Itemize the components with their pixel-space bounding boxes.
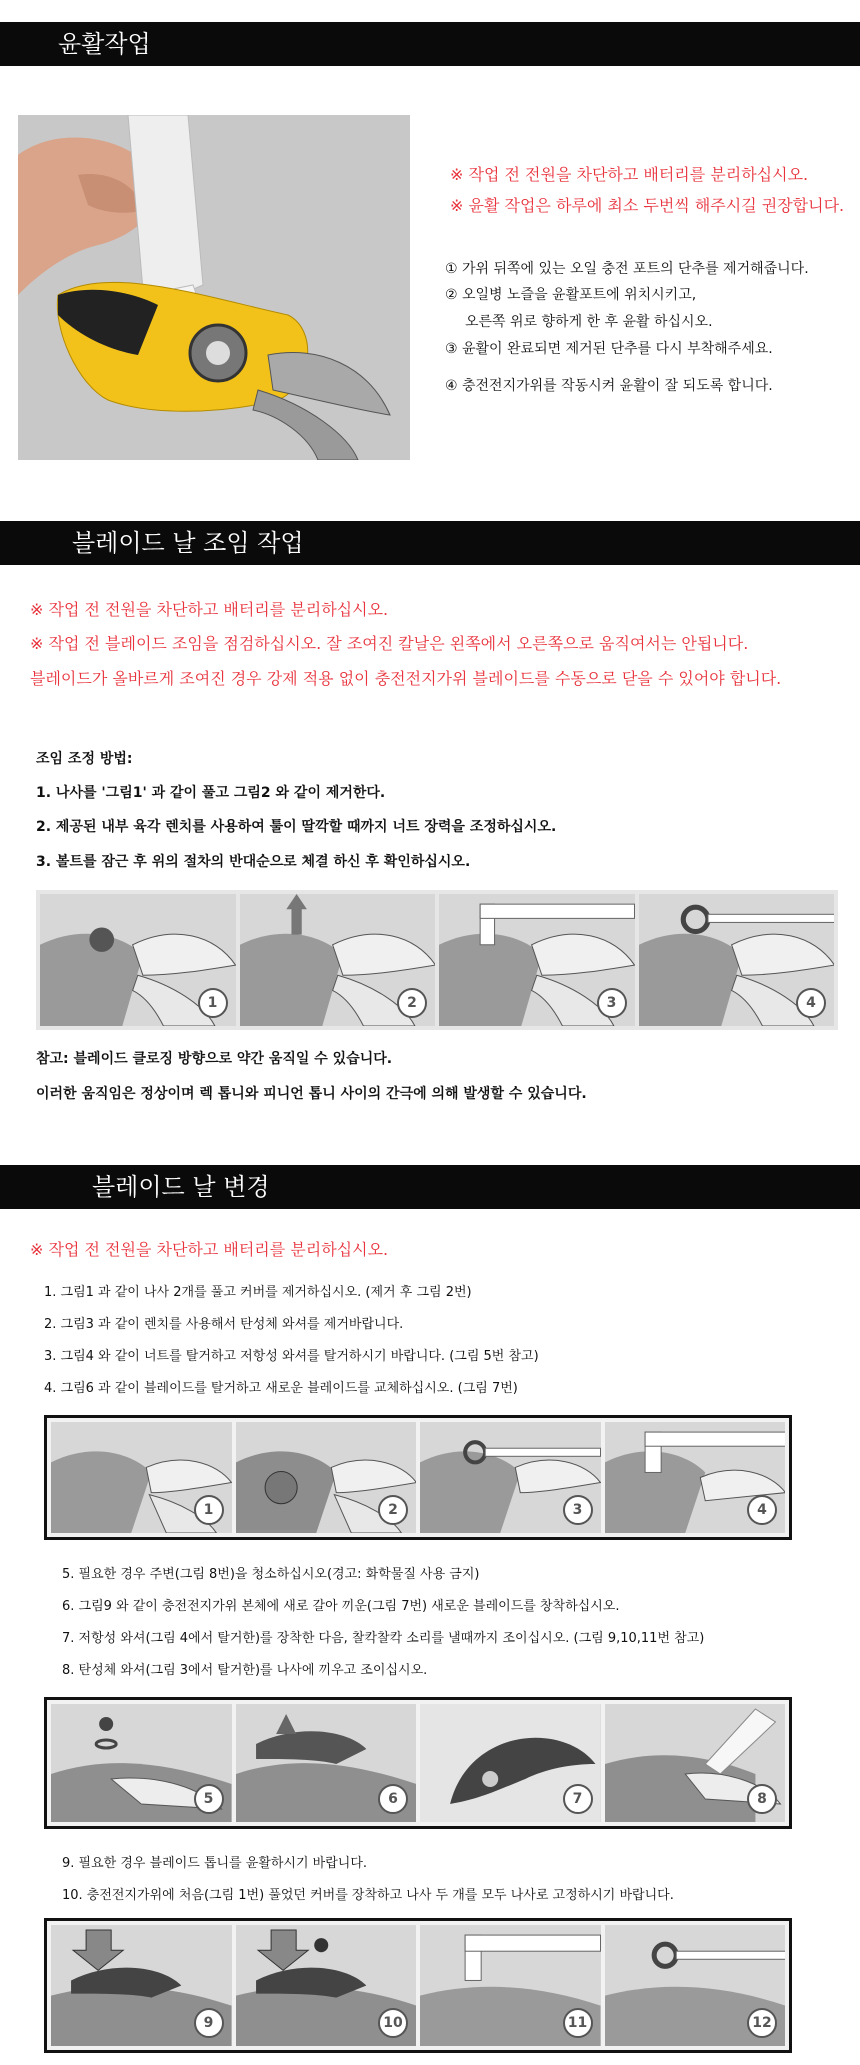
figure-number: 4 — [747, 1495, 777, 1525]
figure-number: 8 — [747, 1784, 777, 1814]
figure-number: 1 — [198, 988, 228, 1018]
lubrication-warning-2: ※ 윤활 작업은 하루에 최소 두번씩 해주시길 권장합니다. — [450, 196, 845, 215]
figure-number: 2 — [397, 988, 427, 1018]
replacement-figure-7 — [420, 1704, 601, 1822]
replacement-figure-strip-3 — [44, 1918, 792, 2053]
replacement-step-9: 9. 필요한 경우 블레이드 톱니를 윤활하시기 바랍니다. — [62, 1856, 368, 1871]
replacement-warning: ※ 작업 전 전원을 차단하고 배터리를 분리하십시오. — [30, 1240, 389, 1259]
figure-number: 10 — [378, 2008, 408, 2038]
replacement-figure-10 — [236, 1925, 417, 2046]
figure-number: 9 — [194, 2008, 224, 2038]
tightening-warning-2: ※ 작업 전 블레이드 조임을 점검하십시오. 잘 조여진 칼날은 왼쪽에서 오른쪽으로 움직여서는 안됩니다. — [30, 634, 749, 653]
replacement-figure-8 — [605, 1704, 786, 1822]
tightening-warning-1: ※ 작업 전 전원을 차단하고 배터리를 분리하십시오. — [30, 600, 389, 619]
replacement-step-7: 7. 저항성 와셔(그림 4에서 탈거한)를 장착한 다음, 찰칵찰칵 소리를 낼때까지 조이십시오. (그림 9,10,11번 참고) — [62, 1631, 705, 1646]
figure-number: 6 — [378, 1784, 408, 1814]
pruner-lubrication-illustration — [18, 115, 410, 460]
replacement-figure-6 — [236, 1704, 417, 1822]
section-header-lubrication — [0, 22, 860, 66]
replacement-step-8: 8. 탄성체 와셔(그림 3에서 탈거한)를 나사에 끼우고 조이십시오. — [62, 1663, 428, 1678]
lubrication-warning-1: ※ 작업 전 전원을 차단하고 배터리를 분리하십시오. — [450, 165, 809, 184]
replacement-step-2: 2. 그림3 과 같이 렌치를 사용해서 탄성체 와셔를 제거바랍니다. — [44, 1317, 404, 1332]
figure-number: 4 — [796, 988, 826, 1018]
lubrication-step-4: ④ 충전전지가위를 작동시켜 윤활이 잘 되도록 합니다. — [445, 378, 773, 394]
replacement-figure-strip-1 — [44, 1415, 792, 1540]
figure-number: 2 — [378, 1495, 408, 1525]
tightening-figure-1 — [40, 894, 236, 1026]
tightening-warning-3: 블레이드가 올바르게 조여진 경우 강제 적용 없이 충전전지가위 블레이드를 수동으로 닫을 수 있어야 합니다. — [30, 669, 782, 688]
lubrication-step-3: ③ 윤활이 완료되면 제거된 단추를 다시 부착해주세요. — [445, 341, 773, 357]
replacement-figure-9 — [51, 1925, 232, 2046]
figure-number: 3 — [597, 988, 627, 1018]
tightening-figure-strip — [36, 890, 838, 1030]
section-title: 윤활작업 — [58, 30, 151, 58]
lubrication-photo — [18, 115, 410, 460]
replacement-figure-5 — [51, 1704, 232, 1822]
lubrication-step-2: ② 오일병 노즐을 윤활포트에 위치시키고, — [445, 287, 697, 303]
section-header-tightening — [0, 521, 860, 565]
replacement-figure-2 — [236, 1422, 417, 1533]
section-title: 블레이드 날 조임 작업 — [72, 529, 304, 557]
section-header-replacement — [0, 1165, 860, 1209]
figure-number: 3 — [563, 1495, 593, 1525]
replacement-step-10: 10. 충전전지가위에 처음(그림 1번) 풀었던 커버를 장착하고 나사 두 개를 모두 나사로 고정하시기 바랍니다. — [62, 1888, 674, 1903]
replacement-figure-3 — [420, 1422, 601, 1533]
replacement-step-4: 4. 그림6 과 같이 블레이드를 탈거하고 새로운 블레이드를 교체하십시오. (그림 7번) — [44, 1381, 518, 1396]
figure-number: 11 — [563, 2008, 593, 2038]
tightening-step-2: 2. 제공된 내부 육각 렌치를 사용하여 툴이 딸깍할 때까지 너트 장력을 조정하십시오. — [36, 819, 557, 835]
tightening-note-2: 이러한 움직임은 정상이며 렉 톱니와 피니언 톱니 사이의 간극에 의해 발생할 수 있습니다. — [36, 1086, 587, 1102]
replacement-figure-11 — [420, 1925, 601, 2046]
replacement-step-5: 5. 필요한 경우 주변(그림 8번)을 청소하십시오(경고: 화학물질 사용 금지) — [62, 1567, 480, 1582]
tightening-step-3: 3. 볼트를 잠근 후 위의 절차의 반대순으로 체결 하신 후 확인하십시오. — [36, 854, 471, 870]
replacement-step-1: 1. 그림1 과 같이 나사 2개를 풀고 커버를 제거하십시오. (제거 후 그림 2번) — [44, 1285, 472, 1300]
tightening-note-1: 참고: 블레이드 클로징 방향으로 약간 움직일 수 있습니다. — [36, 1051, 393, 1067]
replacement-step-6: 6. 그림9 와 같이 충전전지가위 본체에 새로 갈아 끼운(그림 7번) 새로운 블레이드를 창착하십시오. — [62, 1599, 620, 1614]
replacement-figure-12 — [605, 1925, 786, 2046]
figure-number: 12 — [747, 2008, 777, 2038]
figure-number: 5 — [194, 1784, 224, 1814]
figure-number: 7 — [563, 1784, 593, 1814]
lubrication-step-1: ① 가위 뒤쪽에 있는 오일 충전 포트의 단추를 제거해줍니다. — [445, 261, 809, 277]
section-title: 블레이드 날 변경 — [92, 1173, 270, 1201]
replacement-figure-1 — [51, 1422, 232, 1533]
tightening-figure-3 — [439, 894, 635, 1026]
lubrication-step-2-cont: 오른쪽 위로 향하게 한 후 윤활 하십시오. — [465, 314, 713, 330]
replacement-figure-4 — [605, 1422, 786, 1533]
replacement-step-3: 3. 그림4 와 같이 너트를 탈거하고 저항성 와셔를 탈거하시기 바랍니다. (그림 5번 참고) — [44, 1349, 539, 1364]
replacement-figure-strip-2 — [44, 1697, 792, 1829]
figure-number: 1 — [194, 1495, 224, 1525]
tightening-figure-2 — [240, 894, 436, 1026]
tightening-figure-4 — [639, 894, 835, 1026]
tightening-step-1: 1. 나사를 '그림1' 과 같이 풀고 그림2 와 같이 제거한다. — [36, 785, 386, 801]
tightening-method-title: 조임 조정 방법: — [36, 751, 133, 767]
